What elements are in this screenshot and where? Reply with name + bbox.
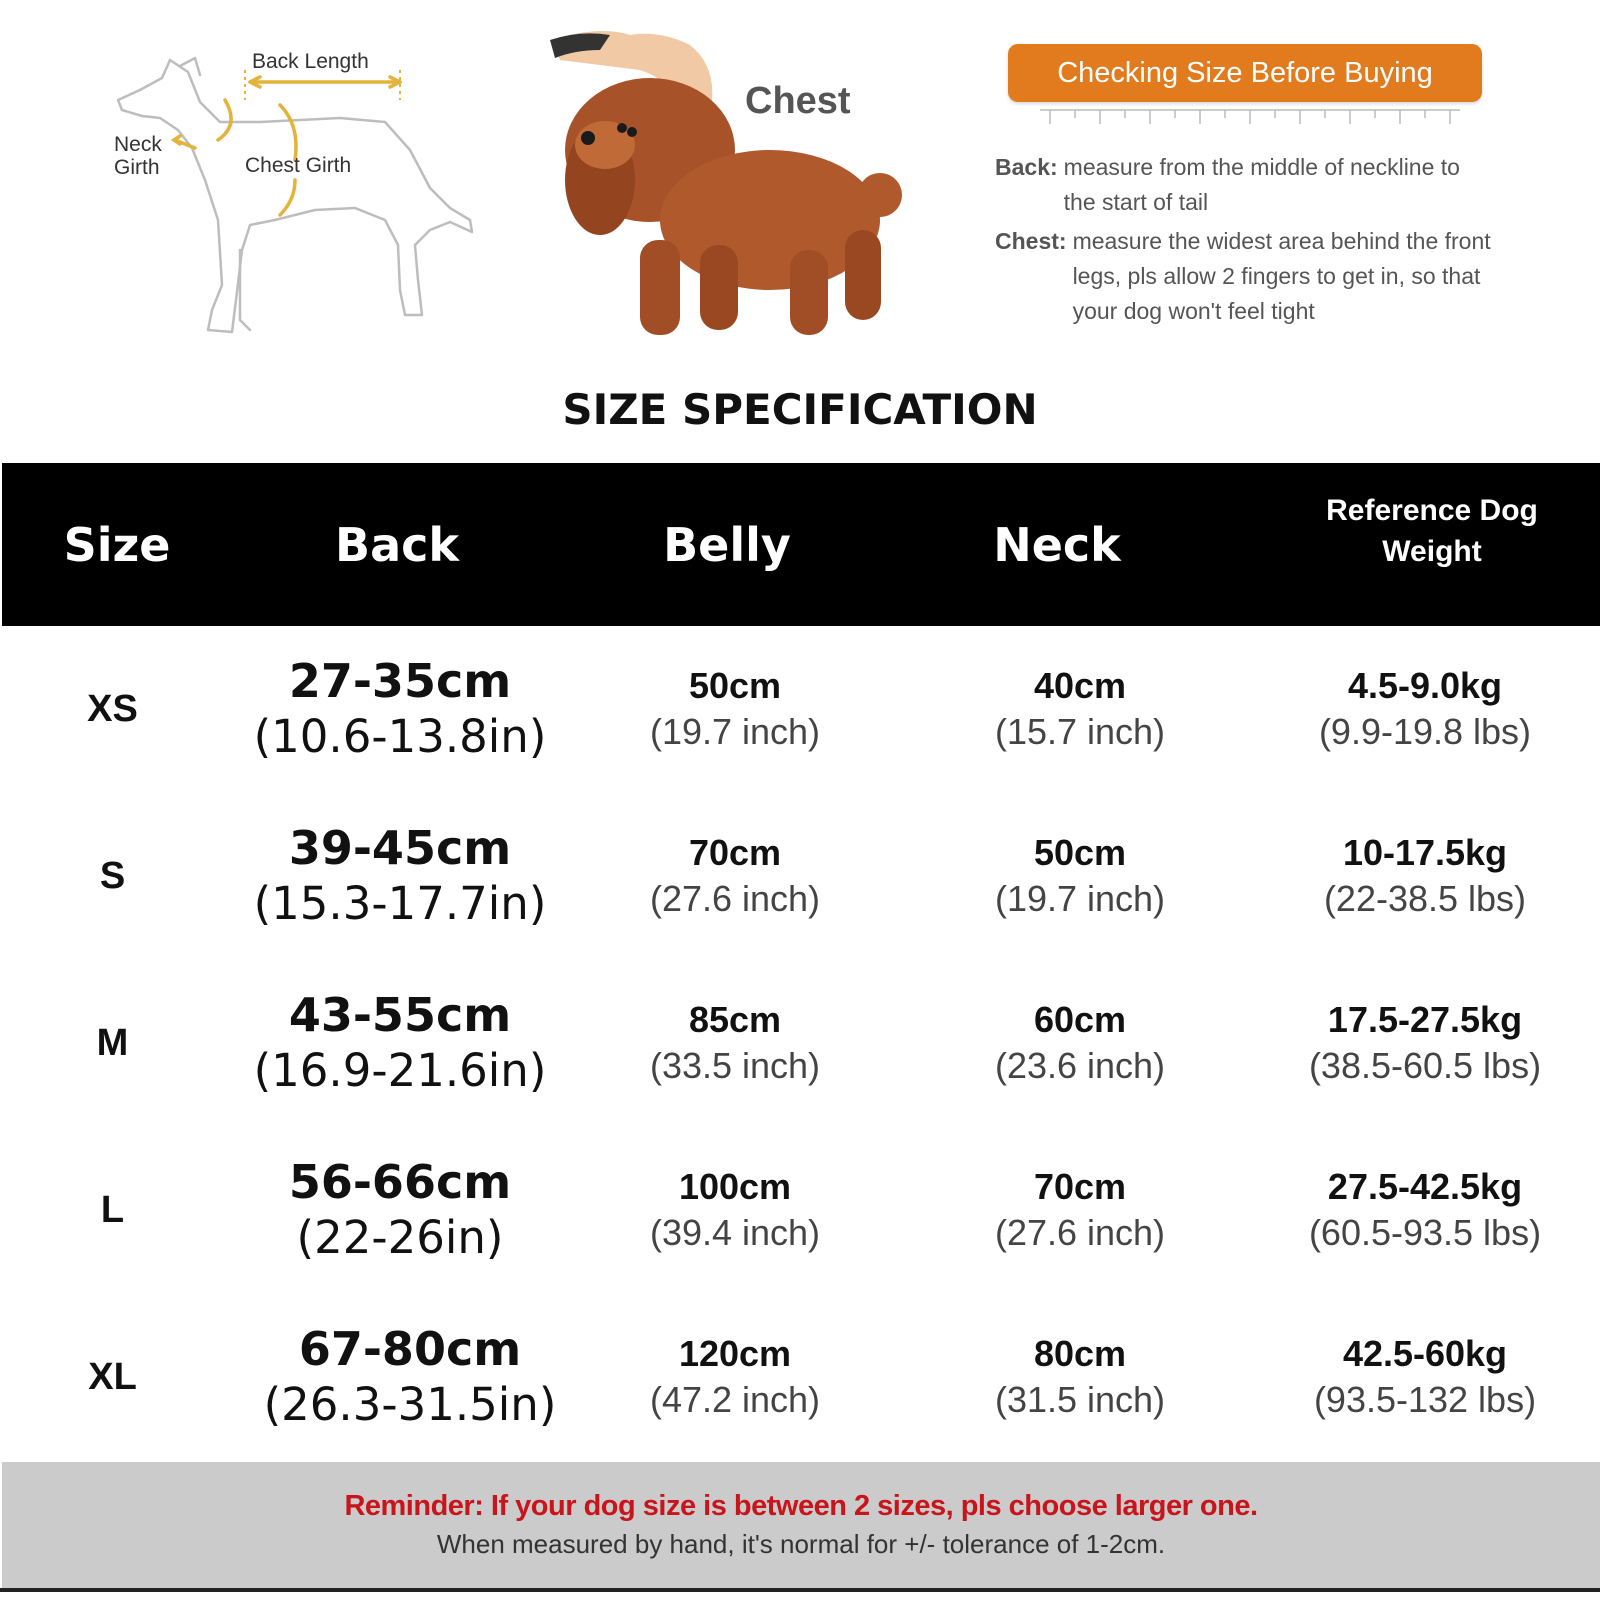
belly-in: (33.5 inch) xyxy=(649,1045,821,1086)
weight-kg: 10-17.5kg xyxy=(1342,832,1508,873)
reminder-text: Reminder: If your dog size is between 2 sizes, pls choose larger one. xyxy=(344,1490,1258,1522)
weight-lbs: (60.5-93.5 lbs) xyxy=(1308,1212,1542,1253)
back-cm: 27-35cm xyxy=(288,654,512,708)
belly-cm: 85cm xyxy=(688,999,782,1040)
table-row xyxy=(0,793,1600,959)
weight-lbs: (38.5-60.5 lbs) xyxy=(1308,1045,1542,1086)
weight-kg: 4.5-9.0kg xyxy=(1347,665,1503,706)
chest-instruction xyxy=(995,224,1515,329)
back-instruction-text: measure from the middle of neckline to the start of tail xyxy=(1063,154,1460,215)
neck-in: (27.6 inch) xyxy=(994,1212,1166,1253)
header-back: Back xyxy=(335,517,459,572)
weight-lbs: (22-38.5 lbs) xyxy=(1323,878,1527,919)
back-cm: 67-80cm xyxy=(298,1322,522,1376)
weight-kg: 17.5-27.5kg xyxy=(1327,999,1523,1040)
header-neck: Neck xyxy=(993,517,1121,572)
neck-cm: 60cm xyxy=(1033,999,1127,1040)
reminder-footer xyxy=(2,1462,1600,1588)
poodle-chest-measure-icon xyxy=(540,20,910,350)
size-label: M xyxy=(96,1021,129,1064)
checking-size-badge: Checking Size Before Buying xyxy=(1008,44,1482,102)
chest-instruction-key: Chest: xyxy=(995,228,1067,254)
size-label: S xyxy=(99,854,126,897)
neck-cm: 40cm xyxy=(1033,665,1127,706)
back-instruction-key: Back: xyxy=(995,154,1058,180)
belly-cm: 100cm xyxy=(678,1166,792,1207)
table-row xyxy=(0,1127,1600,1293)
ruler-icon xyxy=(1040,108,1460,130)
neck-cm: 50cm xyxy=(1033,832,1127,873)
size-label: XL xyxy=(88,1355,137,1398)
chest-instruction-text: measure the widest area behind the front legs, pls allow 2 fingers to get in, so that your dog won't feel tight xyxy=(1072,228,1491,324)
belly-cm: 70cm xyxy=(688,832,782,873)
belly-cm: 50cm xyxy=(688,665,782,706)
belly-in: (19.7 inch) xyxy=(649,711,821,752)
weight-lbs: (9.9-19.8 lbs) xyxy=(1318,711,1532,752)
table-header xyxy=(2,463,1600,626)
weight-kg: 42.5-60kg xyxy=(1342,1333,1508,1374)
size-label: XS xyxy=(87,687,138,730)
belly-in: (47.2 inch) xyxy=(649,1379,821,1420)
chest-label: Chest xyxy=(745,80,851,122)
neck-in: (31.5 inch) xyxy=(994,1379,1166,1420)
belly-in: (39.4 inch) xyxy=(649,1212,821,1253)
page-title: SIZE SPECIFICATION xyxy=(562,385,1038,434)
weight-lbs: (93.5-132 lbs) xyxy=(1313,1379,1537,1420)
back-cm: 56-66cm xyxy=(288,1155,512,1209)
neck-cm: 80cm xyxy=(1033,1333,1127,1374)
back-in: (16.9-21.6in) xyxy=(253,1044,547,1097)
back-in: (10.6-13.8in) xyxy=(253,710,547,763)
measuring-instructions xyxy=(995,150,1515,333)
back-length-label: Back Length xyxy=(252,50,369,73)
chest-girth-label: Chest Girth xyxy=(245,154,352,177)
neck-in: (19.7 inch) xyxy=(994,878,1166,919)
back-cm: 39-45cm xyxy=(288,821,512,875)
table-row xyxy=(0,626,1600,792)
back-instruction xyxy=(995,150,1515,220)
bottom-divider xyxy=(0,1588,1600,1592)
header-size: Size xyxy=(63,517,171,572)
size-label: L xyxy=(100,1188,125,1231)
neck-girth-label: Neck Girth xyxy=(114,133,162,180)
back-cm: 43-55cm xyxy=(288,988,512,1042)
header-belly: Belly xyxy=(663,517,791,572)
header-weight: Reference Dog Weight xyxy=(1326,493,1538,568)
neck-cm: 70cm xyxy=(1033,1166,1127,1207)
table-row xyxy=(0,960,1600,1126)
table-row xyxy=(0,1294,1600,1460)
dog-outline-measure-icon xyxy=(100,30,500,350)
weight-kg: 27.5-42.5kg xyxy=(1327,1166,1523,1207)
belly-cm: 120cm xyxy=(678,1333,792,1374)
neck-in: (15.7 inch) xyxy=(994,711,1166,752)
neck-in: (23.6 inch) xyxy=(994,1045,1166,1086)
back-in: (22-26in) xyxy=(296,1211,504,1264)
back-in: (15.3-17.7in) xyxy=(253,877,547,930)
belly-in: (27.6 inch) xyxy=(649,878,821,919)
tolerance-note: When measured by hand, it's normal for +/- tolerance of 1-2cm. xyxy=(436,1529,1166,1559)
back-in: (26.3-31.5in) xyxy=(263,1378,557,1431)
